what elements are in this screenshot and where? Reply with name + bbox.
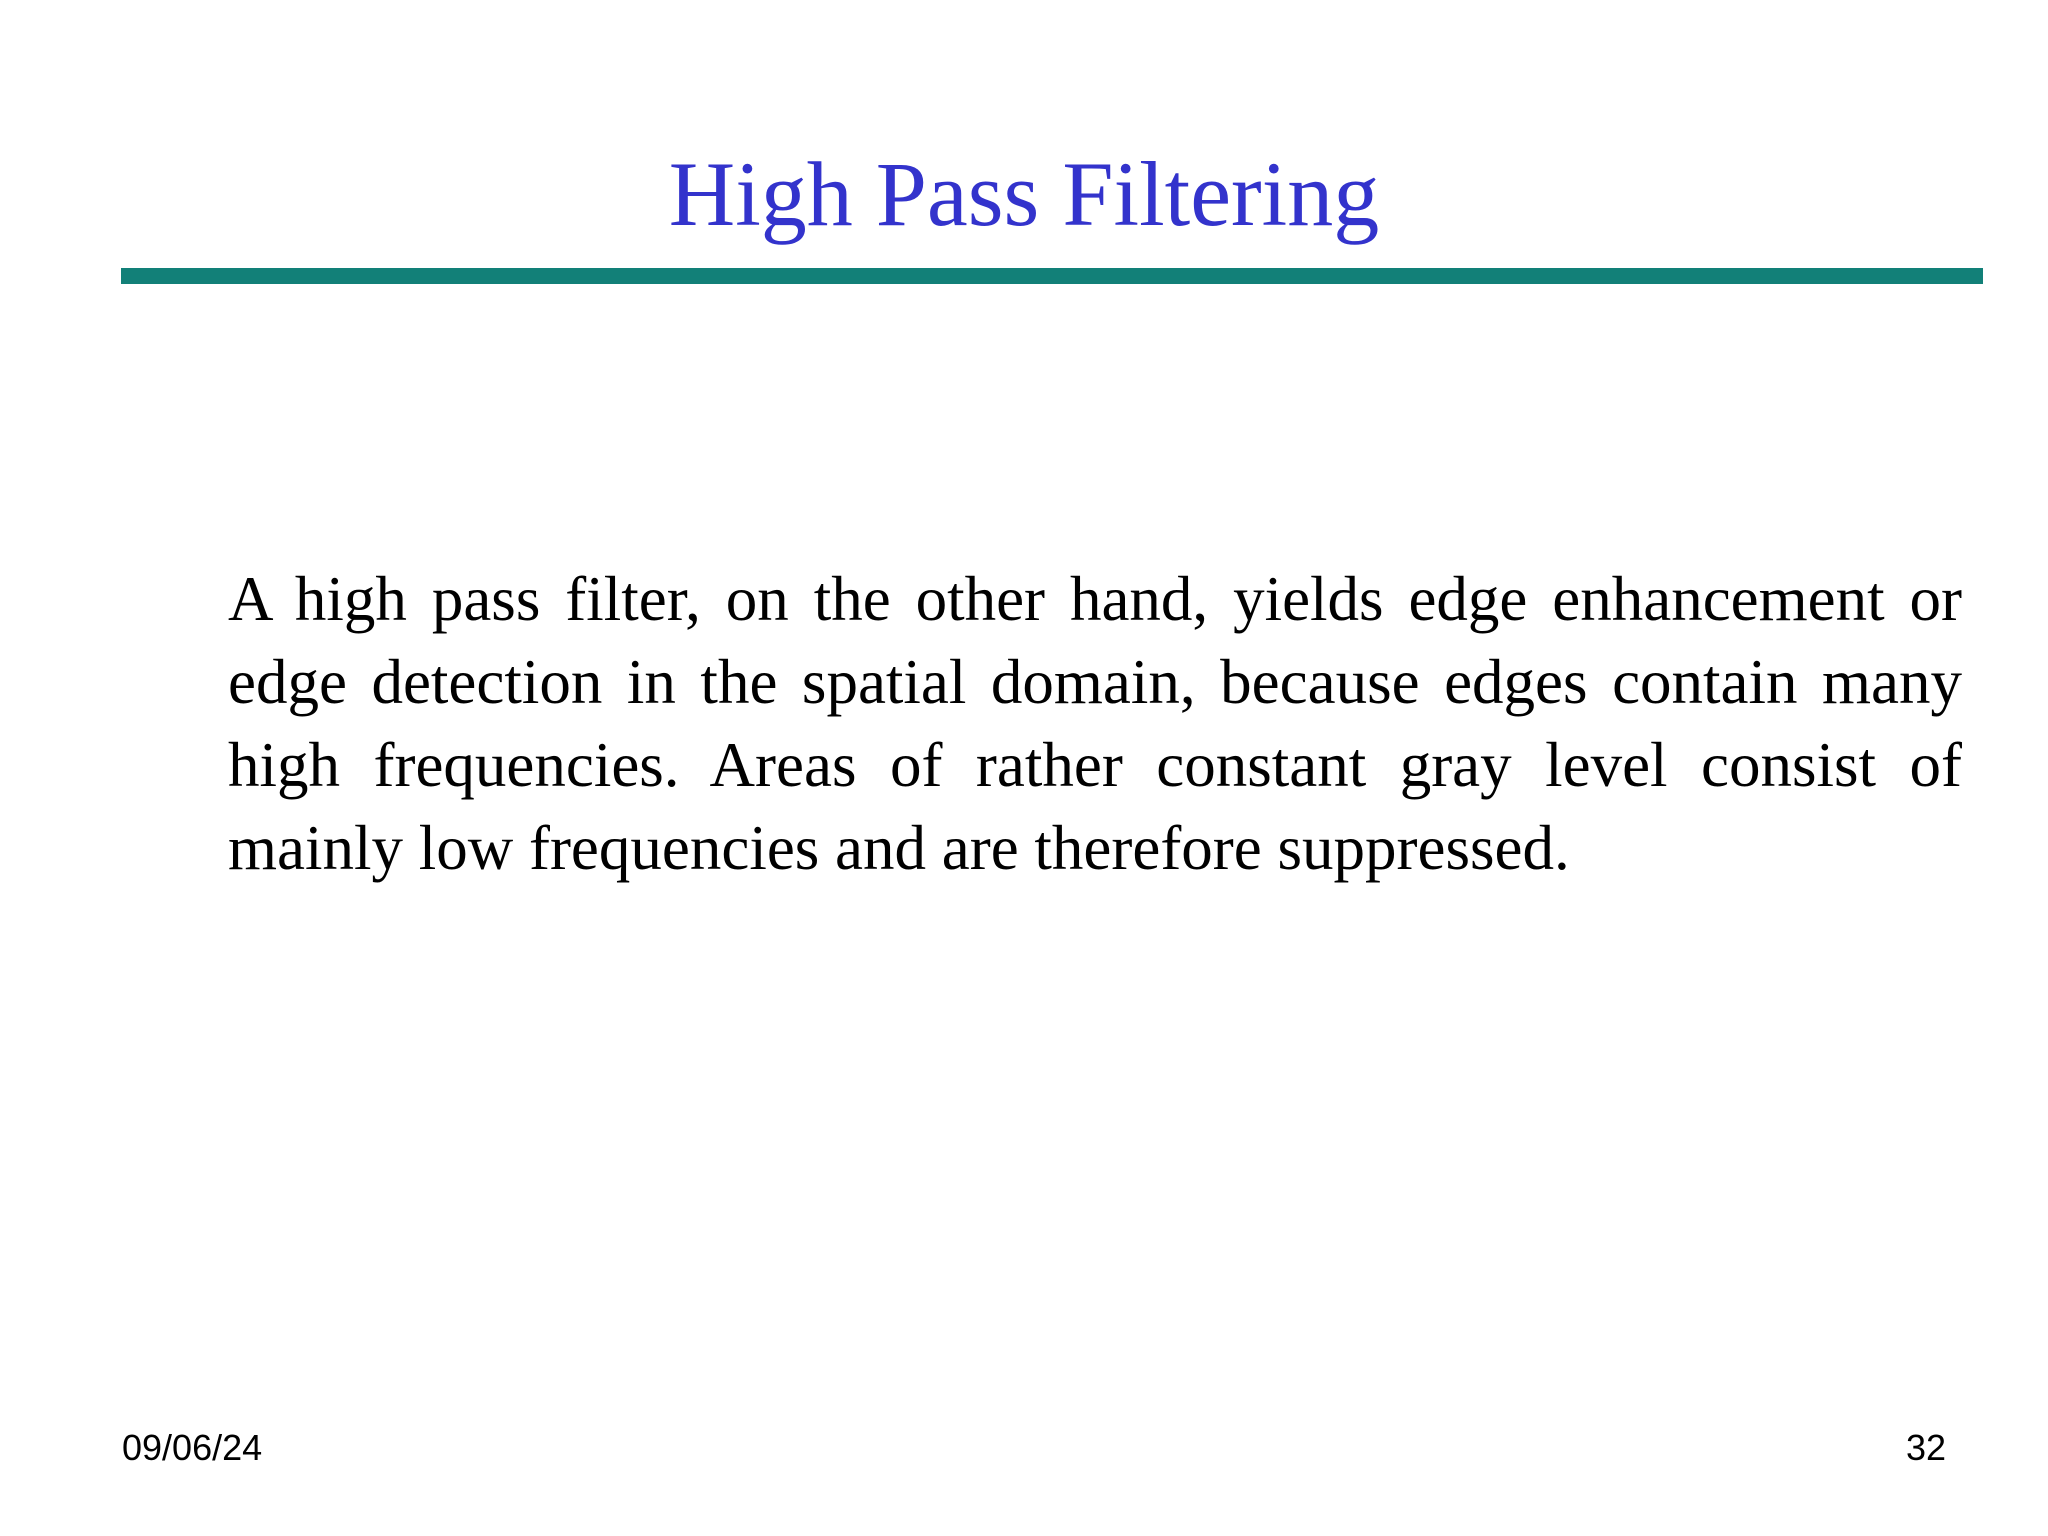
title-divider bbox=[121, 268, 1983, 284]
slide-title: High Pass Filtering bbox=[668, 143, 1380, 245]
footer-page-number: 32 bbox=[1905, 1427, 1946, 1468]
footer-date: 09/06/24 bbox=[122, 1427, 263, 1468]
slide-body-paragraph: A high pass filter, on the other hand, yields edge enhancement or edge detection in the spatial domain, because edges contain many high frequencies. Areas of rather constant gray level consist of mainly low frequencies and are therefore suppressed. bbox=[228, 564, 1962, 883]
